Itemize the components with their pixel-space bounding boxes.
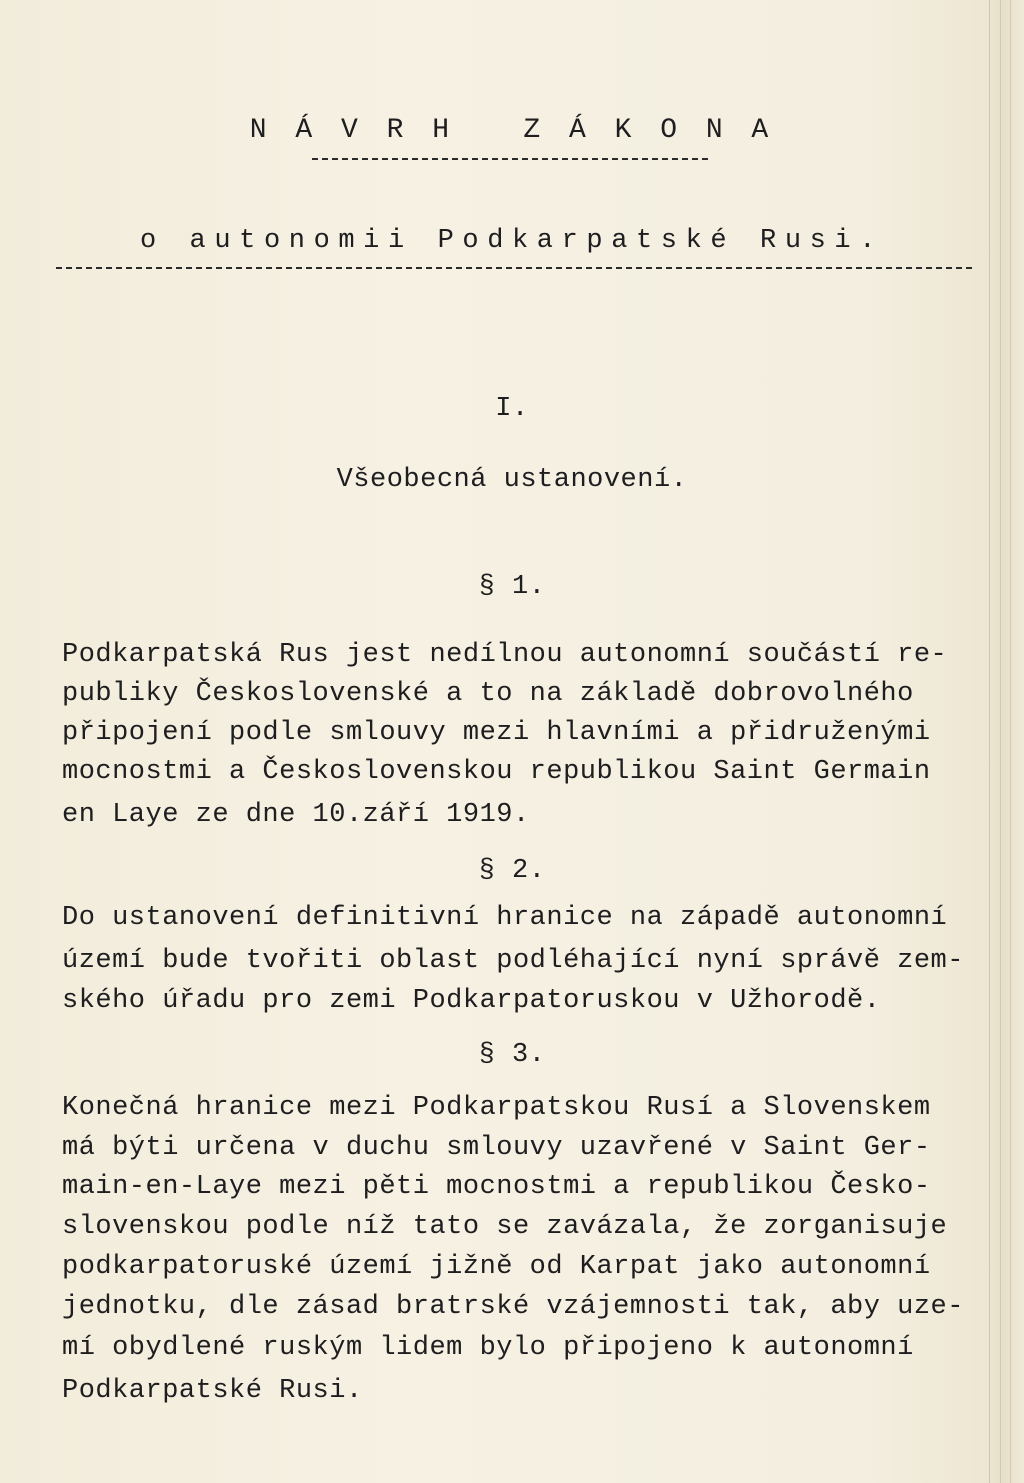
section-3-line: Podkarpatské Rusi. xyxy=(62,1376,363,1406)
section-1-line: mocnostmi a Československou republikou Saint Germain xyxy=(62,757,931,787)
sheet-edge-line xyxy=(1000,0,1001,1483)
part-number: I. xyxy=(495,394,529,424)
part-title: Všeobecná ustanovení. xyxy=(336,465,688,495)
section-3-line: má býti určena v duchu smlouvy uzavřené v Saint Ger- xyxy=(62,1133,931,1163)
document-subtitle: o autonomii Podkarpatské Rusi. xyxy=(139,226,885,256)
section-3-line: Konečná hranice mezi Podkarpatskou Rusí a Slovenskem xyxy=(62,1093,931,1123)
title-underline xyxy=(312,158,708,160)
section-3-line: jednotku, dle zásad bratrské vzájemnosti tak, aby uze- xyxy=(62,1292,964,1322)
section-2-line: území bude tvořiti oblast podléhající nyní správě zem- xyxy=(62,946,964,976)
section-2-line: ského úřadu pro zemi Podkarpatoruskou v Užhorodě. xyxy=(62,986,881,1016)
section-1-line: připojení podle smlouvy mezi hlavními a přidruženými xyxy=(62,718,931,748)
section-2-line: Do ustanovení definitivní hranice na západě autonomní xyxy=(62,903,948,933)
section-3-line: main-en-Laye mezi pěti mocnostmi a republikou Česko- xyxy=(62,1172,931,1202)
section-3-line: slovenskou podle níž tato se zavázala, že zorganisuje xyxy=(62,1212,948,1242)
section-3-mark: § 3. xyxy=(478,1040,546,1070)
section-1-line: publiky Československé a to na základě dobrovolného xyxy=(62,679,914,709)
subtitle-underline xyxy=(56,267,972,269)
section-1-line: Podkarpatská Rus jest nedílnou autonomní součástí re- xyxy=(62,640,948,670)
section-3-line: mí obydlené ruským lidem bylo připojeno k autonomní xyxy=(62,1333,914,1363)
section-1-mark: § 1. xyxy=(478,572,546,602)
document-title: N Á V R H Z Á K O N A xyxy=(249,115,775,146)
section-1-line: en Laye ze dne 10.září 1919. xyxy=(62,800,530,830)
sheet-edge-line xyxy=(1010,0,1011,1483)
underlying-sheet-edge xyxy=(989,0,1024,1483)
section-2-mark: § 2. xyxy=(478,856,546,886)
section-3-line: podkarpatoruské území jižně od Karpat jako autonomní xyxy=(62,1252,931,1282)
